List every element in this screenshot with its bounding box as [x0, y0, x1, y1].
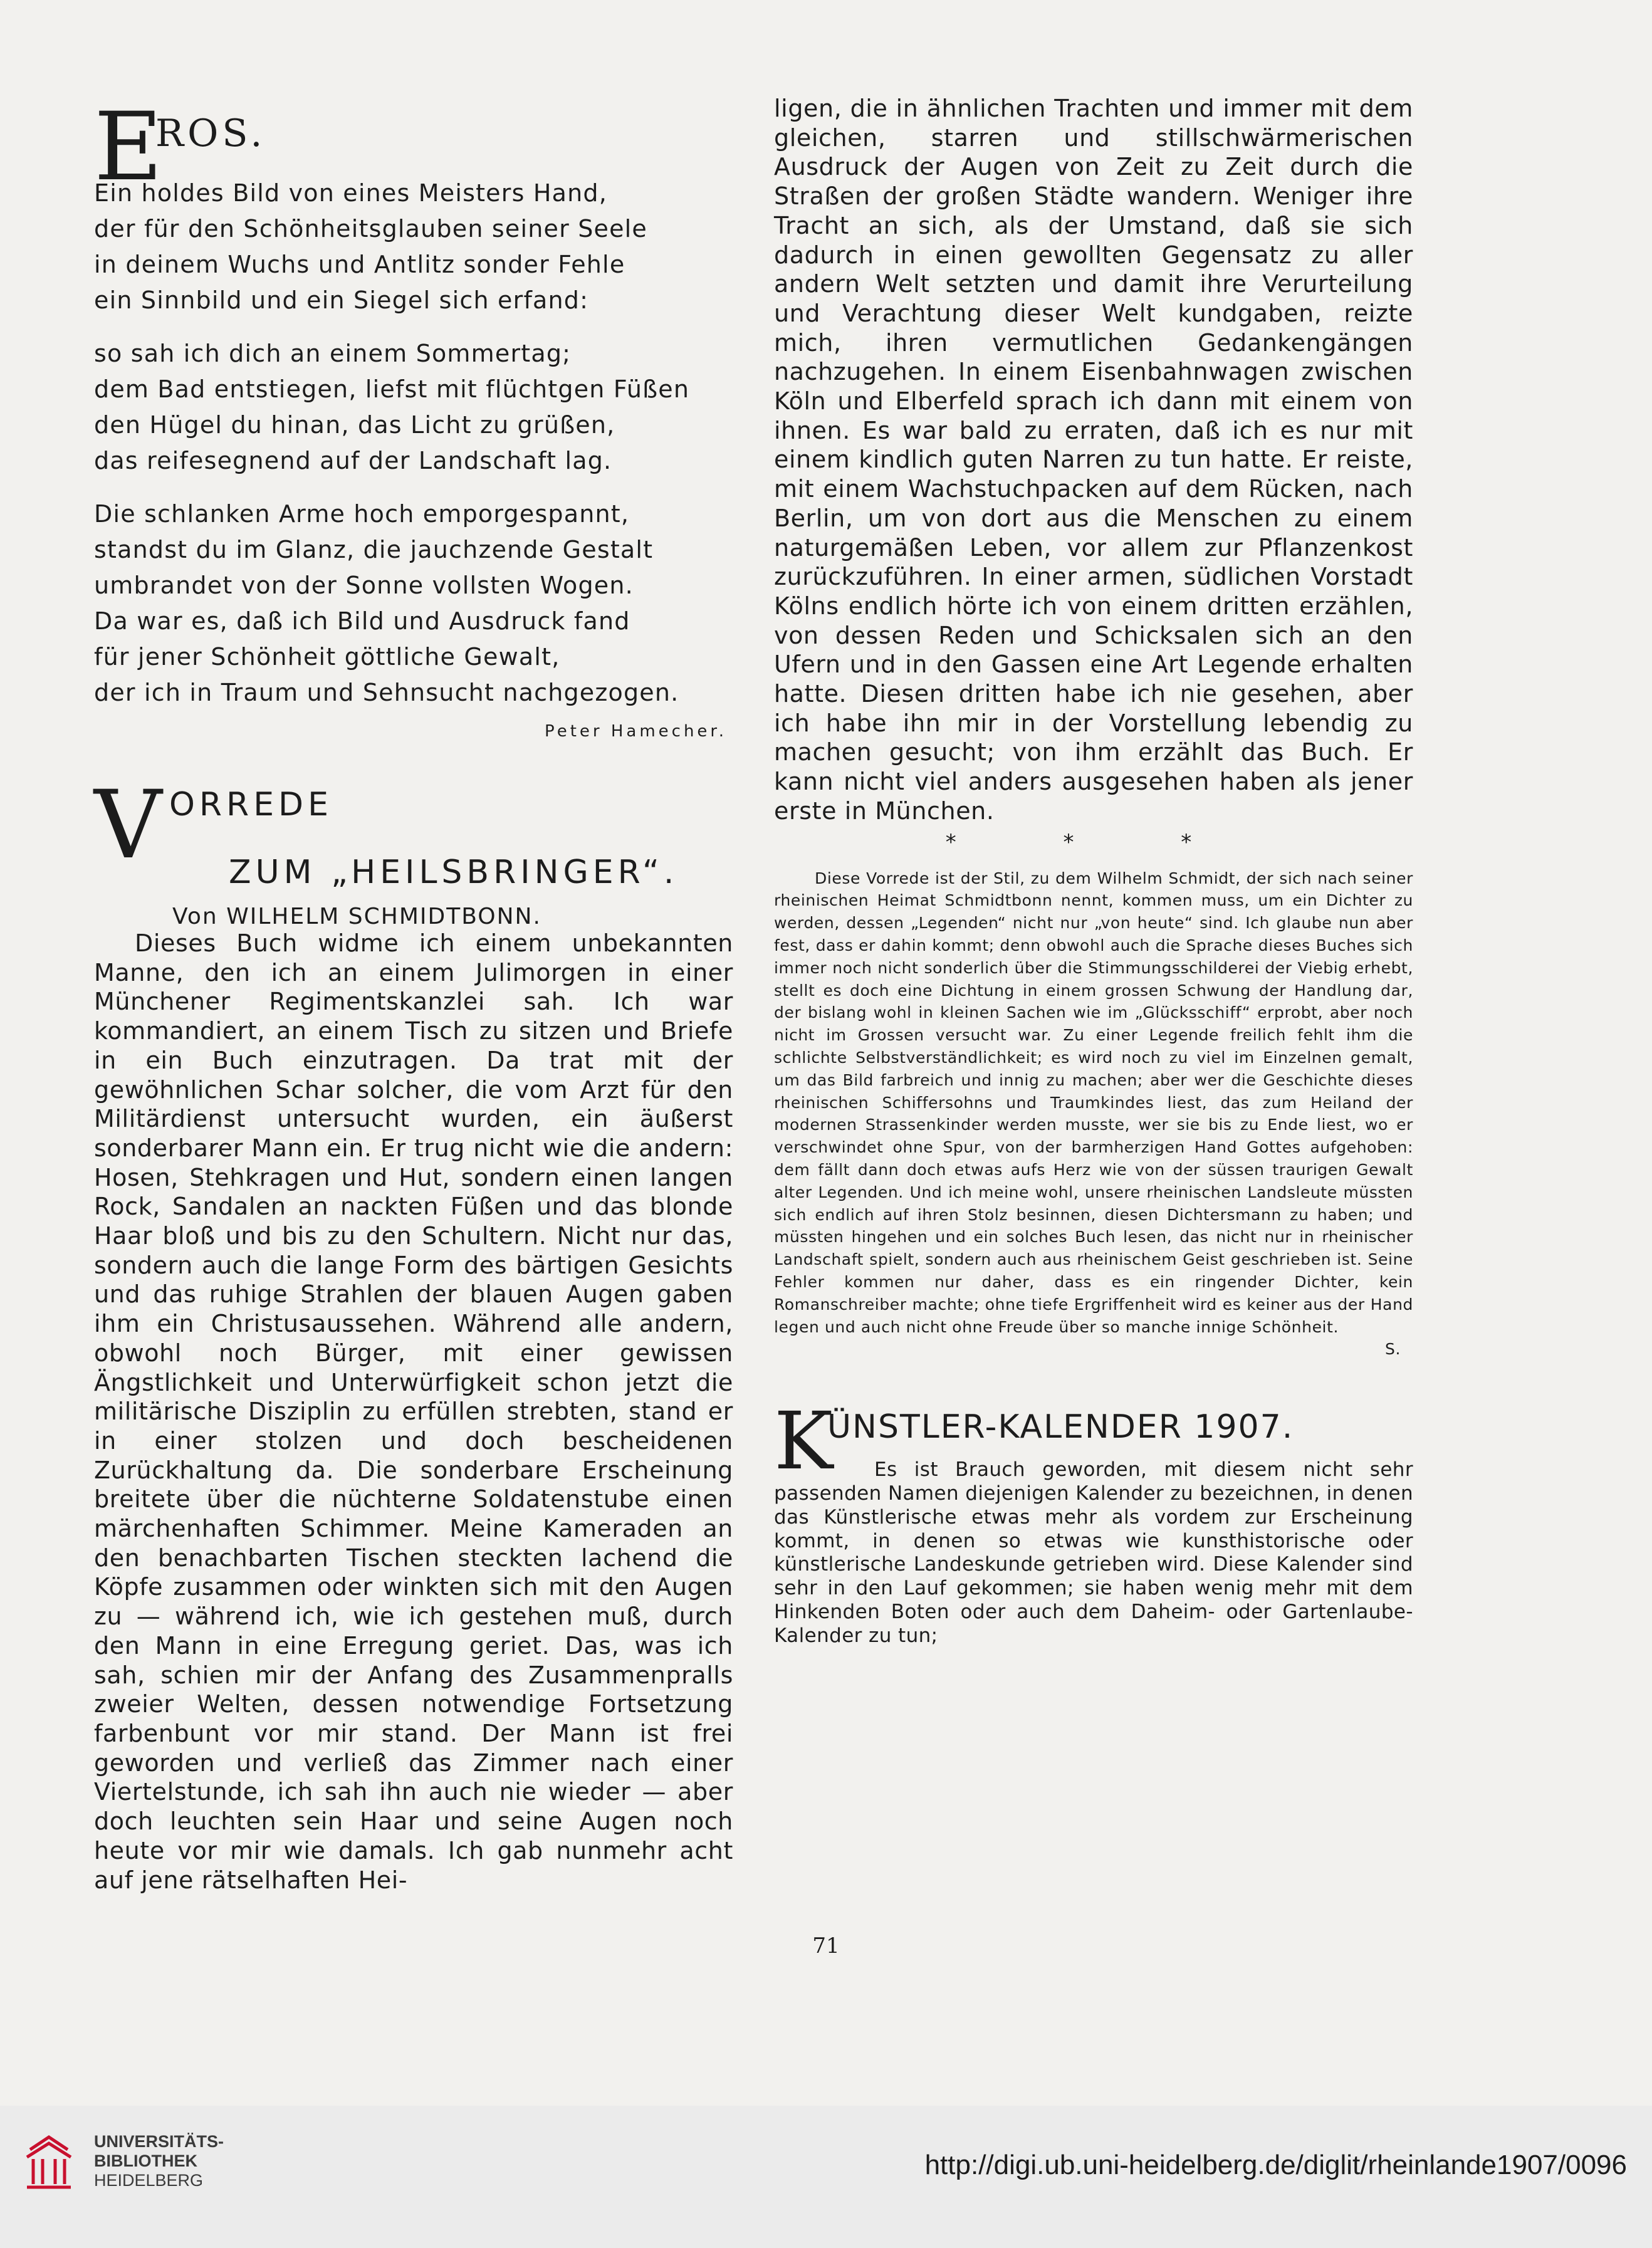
source-url-link[interactable]: http://digi.ub.uni-heidelberg.de/diglit/rheinlande1907/0096 — [924, 2150, 1627, 2180]
kalender-text — [774, 1458, 1413, 1648]
library-name-line3: HEIDELBERG — [94, 2171, 204, 2190]
right-column — [774, 94, 1413, 1648]
page-number: 71 — [812, 1933, 840, 1958]
library-name — [94, 2132, 224, 2190]
poem-stanza-1 — [94, 175, 733, 318]
kalender-heading — [774, 1395, 1413, 1488]
vorrede-heading — [94, 771, 733, 929]
section-asterisks: * * * — [945, 829, 1242, 855]
poem-line: für jener Schönheit göttliche Gewalt, — [94, 643, 560, 671]
eros-poem — [94, 175, 733, 711]
vorrede-text-right: ligen, die in ähnlichen Trachten und immer mit dem gleichen, starren und stillschwärmerischen Ausdruck der Augen von Zeit zu Zeit durch die Straßen der großen Städte wandern. Weniger ihre Tracht an sich, als der Umstand, daß sie sich dadurch in einen gewollten Gegensatz zu aller andern Welt setzten und damit ihre Verurteilung und Verachtung dieser Welt kundgaben, reizte mich, ihren vermutlichen Gedankengängen nachzugehen. In einem Eisenbahnwagen zwischen Köln und Elberfeld sprach ich dann mit einem von ihnen. Es war bald zu erraten, daß ich es nur mit einem kindlich guten Narren zu tun hatte. Er reiste, mit einem Wachstuchpacken auf dem Rücken, nach Berlin, um von dort aus die Menschen zu einem naturgemäßen Leben, vor allem zur Pflanzenkost zurückzuführen. In einer armen, südlichen Vorstadt Kölns endlich hörte ich von einem dritten erzählen, von dessen Reden und Schicksalen sich an den Ufern und in den Gassen eine Art Legende erhalten hatte. Diesen dritten habe ich nie gesehen, aber ich habe ihn mir in der Vorstellung lebendig zu machen gesucht; von ihm erzählt das Buch. Er kann nicht viel anders ausgesehen haben als jener erste in München. — [774, 95, 1413, 825]
kalender-text-body: Es ist Brauch geworden, mit diesem nicht sehr passenden Namen diejenigen Kalender zu bezeichnen, in denen das Künstlerische etwas mehr als vordem zur Erscheinung kommt, in denen so etwas wie kunsthistorische oder künstlerische Landeskunde getrieben wird. Diese Kalender sind sehr in den Lauf gekommen; sie haben wenig mehr mit dem Hinkenden Boten oder auch dem Daheim- oder Gartenlaube-Kalender zu tun; — [774, 1458, 1414, 1647]
library-logo-icon[interactable] — [18, 2131, 80, 2193]
kalender-title: ÜNSTLER-KALENDER 1907. — [827, 1408, 1294, 1446]
poem-line: den Hügel du hinan, das Licht zu grüßen, — [94, 411, 615, 439]
poem-line: so sah ich dich an einem Sommertag; — [94, 340, 572, 367]
poem-line: standst du im Glanz, die jauchzende Gestalt — [94, 536, 654, 563]
poem-line: der für den Schönheitsglauben seiner Seele — [94, 215, 648, 243]
poem-author: Peter Hamecher. — [544, 722, 727, 741]
poem-line: in deinem Wuchs und Antlitz sonder Fehle — [94, 251, 625, 278]
editor-note: Diese Vorrede ist der Stil, zu dem Wilhelm Schmidt, der sich nach seiner rheinischen Heimat Schmidtbonn nennt, kommen muss, um ein Dichter zu werden, dessen „Legenden“ nicht nur „von heute“ sind. Ich glaube nun aber fest, dass er dahin kommt; denn obwohl auch die Sprache dieses Buches sich immer noch nicht sonderlich über die Stimmungsschilderei der Viebig erhebt, stellt es doch eine Dichtung in einem grossen Schwung der Handlung dar, der bislang wohl in kleinen Sachen wie im „Glücksschiff“ erprobt, aber noch nicht im Grossen versucht war. Zu einer Legende freilich fehlt ihm die schlichte Selbstverständlichkeit; es wird noch zu viel im Einzelnen gemalt, um das Bild farbreich und innig zu machen; aber wer die Geschichte dieses rheinischen Schiffersohns und Traumkindes liest, das zum Heiland der modernen Strassenkinder werden musste, wer sie bis zu Ende liest, wo er verschwindet ohne Spur, von der barmherzigen Hand Gottes aufgehoben: dem fällt dann doch etwas aufs Herz wie von der süssen traurigen Gewalt alter Legenden. Und ich meine wohl, unsere rheinischen Landsleute müssten sich endlich auf ihren Stolz besinnen, diesen Dichtersmann zu haben; und müssten hingehen und ein solches Buch lesen, das nicht nur in rheinischer Landschaft spielt, sondern auch aus rheinischem Geist geschrieben ist. Seine Fehler kommen nur daher, dass es ein ringender Dichter, kein Romanschreiber machte; ohne tiefe Ergriffenheit wird es keiner aus der Hand legen und auch nicht ohne Freude über so manche innige Schönheit. — [774, 869, 1413, 1336]
poem-line: das reifesegnend auf der Landschaft lag. — [94, 447, 612, 474]
library-name-line2: BIBLIOTHEK — [94, 2151, 197, 2170]
poem-line: Die schlanken Arme hoch emporgespannt, — [94, 500, 630, 528]
kalender-drop-cap: K — [774, 1395, 834, 1488]
vorrede-byline: Von WILHELM SCHMIDTBONN. — [172, 904, 541, 929]
vorrede-title-line2: ZUM „HEILSBRINGER“. — [229, 854, 679, 891]
library-name-line1: UNIVERSITÄTS- — [94, 2132, 224, 2151]
kalender-section — [774, 1395, 1414, 1648]
footer-bar — [0, 2106, 1652, 2248]
eros-drop-cap: E — [94, 93, 163, 202]
poem-line: dem Bad entstiegen, liefst mit flüchtgen Füßen — [94, 375, 690, 403]
poem-stanza-3 — [94, 496, 733, 711]
poem-line: Ein holdes Bild von eines Meisters Hand, — [94, 179, 608, 207]
vorrede-text-left: Dieses Buch widme ich einem unbekannten Manne, den ich an einem Julimorgen in einer Münchener Regimentskanzlei sah. Ich war kommandiert, an einem Tisch zu sitzen und Briefe in ein Buch einzutragen. Da trat mit der gewöhnlichen Schar solcher, die vom Arzt für den Militärdienst untersucht wurden, ein äußerst sonderbarer Mann ein. Er trug nicht wie die andern: Hosen, Stehkragen und Hut, sondern einen langen Rock, Sandalen an nackten Füßen und das blonde Haar bloß und bis zu den Schultern. Nicht nur das, sondern auch die lange Form des bärtigen Gesichts und das ruhige Strahlen der blauen Augen gaben ihm ein Christusaussehen. Während alle andern, obwohl noch Bürger, mit einer gewissen Ängstlichkeit und Unterwürfigkeit schon jetzt die militärische Disziplin zu erfüllen strebten, stand er in einer stolzen und doch bescheidenen Zurückhaltung da. Die sonderbare Erscheinung breitete über die nüchterne Soldatenstube einen märchenhaften Schimmer. Meine Kameraden an den benachbarten Tischen steckten lachend die Köpfe zusammen oder winkten sich mit den Augen zu — während ich, wie ich gestehen muß, durch den Mann in eine Erregung geriet. Das, was ich sah, schien mir der Anfang des Zusammenpralls zweier Welten, dessen notwendige Fortsetzung farbenbunt vor mir stand. Der Mann ist frei geworden und verließ das Zimmer nach einer Viertelstunde, ich sah ihn auch nie wieder — aber doch leuchten sein Haar und seine Augen noch heute vor mir wie damals. Ich gab nunmehr acht auf jene rätselhaften Hei- — [94, 929, 733, 1894]
vorrede-title-line1: ORREDE — [169, 786, 333, 823]
poem-line: Da war es, daß ich Bild und Ausdruck fand — [94, 607, 630, 635]
poem-line: ein Sinnbild und ein Siegel sich erfand: — [94, 286, 589, 314]
left-column — [94, 94, 733, 1895]
poem-line: der ich in Traum und Sehnsucht nachgezogen. — [94, 679, 679, 706]
vorrede-drop-cap: V — [94, 771, 162, 880]
eros-title-rest: ROS. — [155, 112, 266, 155]
editor-note-signature: S. — [1384, 1340, 1401, 1359]
poem-line: umbrandet von der Sonne vollsten Wogen. — [94, 572, 634, 599]
poem-stanza-2 — [94, 336, 733, 479]
